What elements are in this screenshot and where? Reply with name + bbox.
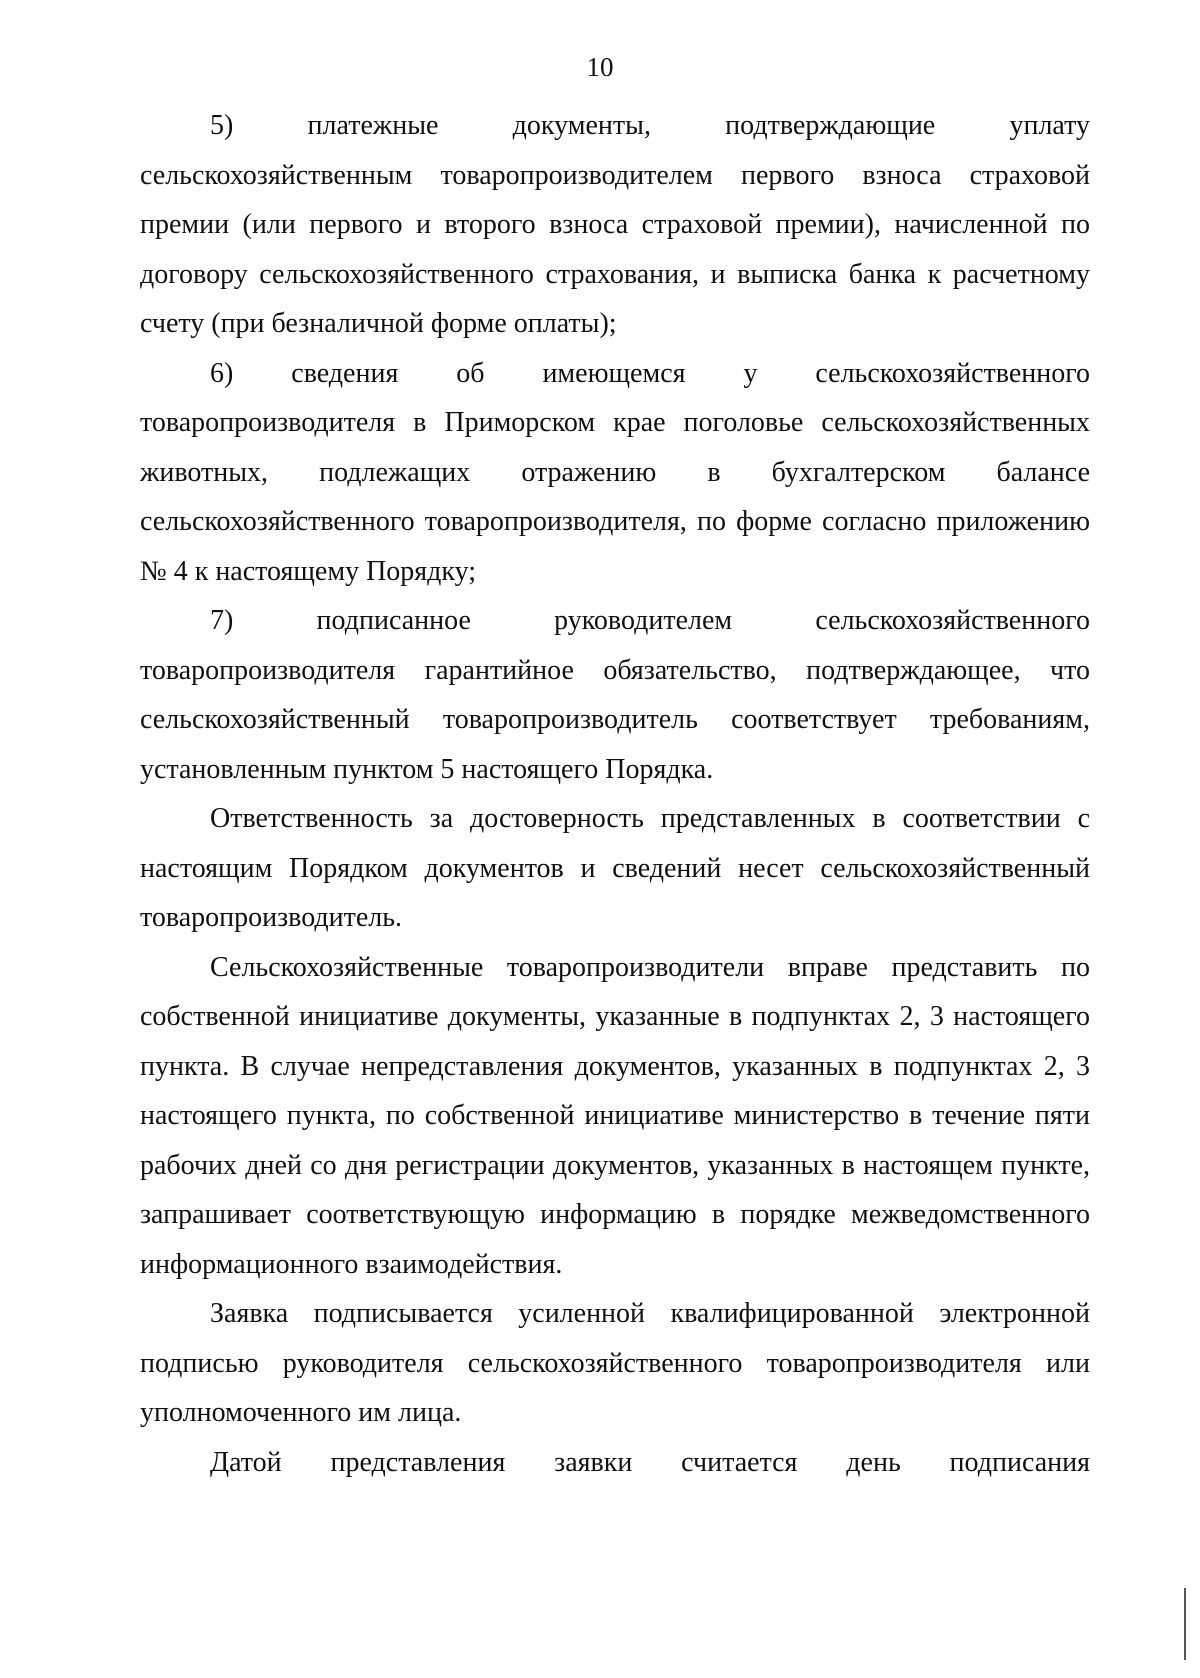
- paragraph-own-initiative: Сельскохозяйственные товаропроизводители вправе представить по собственной инициативе документы, указанные в подпунктах 2, 3 настоящего пункта. В случае непредставления документов, указанных в подпунктах 2, 3 настоящего пункта, по собственной инициативе министерство в течение пяти рабочих дней со дня регистрации документов, указанных в настоящем пункте, запрашивает соответствующую информацию в порядке межведомственного информационного взаимодействия.: [140, 951, 1090, 1280]
- document-body: [140, 101, 1090, 1487]
- paragraph-signature: Заявка подписывается усиленной квалифицированной электронной подписью руководителя сельскохозяйственного товаропроизводителя или уполномоченного им лица.: [140, 1298, 1090, 1428]
- paragraph-item-7: 7) подписанное руководителем сельскохозяйственного товаропроизводителя гарантийное обязательство, подтверждающее, что сельскохозяйственный товаропроизводитель соответствует требованиям, установленным пунктом 5 настоящего Порядка.: [140, 605, 1090, 785]
- paragraph-submission-date: Датой представления заявки считается день подписания: [210, 1446, 1090, 1478]
- page-number: 10: [586, 52, 614, 82]
- paragraph-item-5: 5) платежные документы, подтверждающие уплату сельскохозяйственным товаропроизводителем первого взноса страховой премии (или первого и второго взноса страховой премии), начисленной по договору сельскохозяйственного страхования, и выписка банка к расчетному счету (при безналичной форме оплаты);: [140, 110, 1090, 339]
- paragraph-item-6: 6) сведения об имеющемся у сельскохозяйственного товаропроизводителя в Приморском крае поголовье сельскохозяйственных животных, подлежащих отражению в бухгалтерском балансе сельскохозяйственного товаропроизводителя, по форме согласно приложению № 4 к настоящему Порядку;: [140, 357, 1090, 587]
- scan-edge-mark: [1184, 1588, 1186, 1660]
- paragraph-responsibility: Ответственность за достоверность представленных в соответствии с настоящим Порядком документов и сведений несет сельскохозяйственный товаропроизводитель.: [140, 803, 1090, 933]
